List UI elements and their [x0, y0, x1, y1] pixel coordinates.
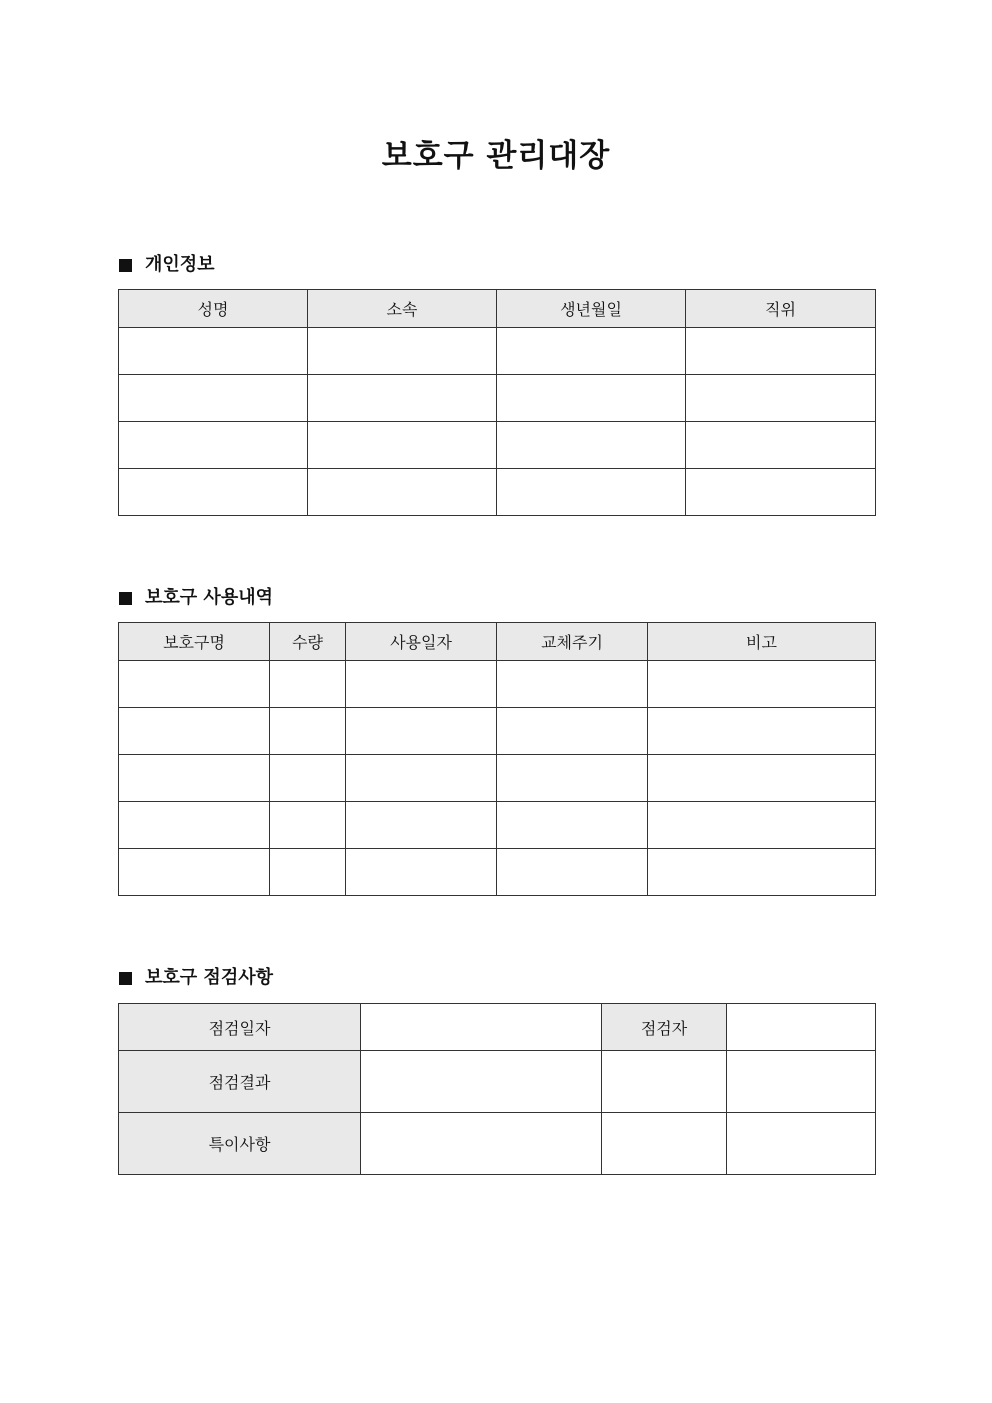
- section-heading-personal-info: [119, 253, 215, 277]
- cell-department[interactable]: [308, 422, 497, 469]
- inspector-field[interactable]: [727, 1004, 876, 1051]
- column-header-department: 소속: [308, 290, 497, 328]
- inspection-result-extra-cell[interactable]: [727, 1051, 876, 1113]
- remarks-extra-cell[interactable]: [727, 1113, 876, 1175]
- cell-department[interactable]: [308, 328, 497, 375]
- table-row: [119, 802, 876, 849]
- table-header-row: [119, 623, 876, 661]
- column-header-remarks: 비고: [648, 623, 876, 661]
- inspector-label: 점검자: [602, 1004, 727, 1051]
- cell-quantity[interactable]: [270, 802, 346, 849]
- cell-position[interactable]: [686, 469, 876, 516]
- cell-remarks[interactable]: [648, 802, 876, 849]
- cell-name[interactable]: [119, 422, 308, 469]
- cell-name[interactable]: [119, 328, 308, 375]
- cell-birthdate[interactable]: [497, 375, 686, 422]
- cell-remarks[interactable]: [648, 708, 876, 755]
- table-row: [119, 375, 876, 422]
- cell-replacement-cycle[interactable]: [497, 661, 648, 708]
- cell-department[interactable]: [308, 375, 497, 422]
- cell-quantity[interactable]: [270, 661, 346, 708]
- inspection-result-field[interactable]: [361, 1051, 602, 1113]
- column-header-equipment-name: 보호구명: [119, 623, 270, 661]
- cell-replacement-cycle[interactable]: [497, 849, 648, 896]
- page-title: 보호구 관리대장: [381, 138, 611, 174]
- column-header-quantity: 수량: [270, 623, 346, 661]
- cell-replacement-cycle[interactable]: [497, 802, 648, 849]
- remarks-extra-cell[interactable]: [602, 1113, 727, 1175]
- remarks-field[interactable]: [361, 1113, 602, 1175]
- column-header-position: 직위: [686, 290, 876, 328]
- inspection-table: [118, 1003, 876, 1175]
- inspection-date-field[interactable]: [361, 1004, 602, 1051]
- square-bullet-icon: [119, 972, 132, 985]
- table-row: [119, 328, 876, 375]
- cell-quantity[interactable]: [270, 755, 346, 802]
- cell-usage-date[interactable]: [346, 849, 497, 896]
- usage-history-table: [118, 622, 876, 896]
- cell-equipment-name[interactable]: [119, 802, 270, 849]
- table-row: [119, 1051, 876, 1113]
- cell-replacement-cycle[interactable]: [497, 708, 648, 755]
- cell-usage-date[interactable]: [346, 755, 497, 802]
- table-row: [119, 469, 876, 516]
- cell-remarks[interactable]: [648, 849, 876, 896]
- cell-birthdate[interactable]: [497, 422, 686, 469]
- cell-position[interactable]: [686, 375, 876, 422]
- table-row: [119, 708, 876, 755]
- section-heading-usage-history: [119, 586, 273, 610]
- column-header-birthdate: 생년월일: [497, 290, 686, 328]
- cell-usage-date[interactable]: [346, 708, 497, 755]
- cell-equipment-name[interactable]: [119, 755, 270, 802]
- cell-quantity[interactable]: [270, 708, 346, 755]
- cell-name[interactable]: [119, 375, 308, 422]
- table-row: [119, 422, 876, 469]
- section-title: 보호구 사용내역: [145, 587, 273, 608]
- cell-equipment-name[interactable]: [119, 849, 270, 896]
- inspection-date-label: 점검일자: [119, 1004, 361, 1051]
- remarks-label: 특이사항: [119, 1113, 361, 1175]
- cell-remarks[interactable]: [648, 755, 876, 802]
- cell-equipment-name[interactable]: [119, 661, 270, 708]
- section-title: 개인정보: [145, 254, 215, 275]
- cell-equipment-name[interactable]: [119, 708, 270, 755]
- cell-department[interactable]: [308, 469, 497, 516]
- square-bullet-icon: [119, 592, 132, 605]
- inspection-result-label: 점검결과: [119, 1051, 361, 1113]
- column-header-usage-date: 사용일자: [346, 623, 497, 661]
- section-heading-inspection: [119, 966, 273, 990]
- cell-position[interactable]: [686, 328, 876, 375]
- square-bullet-icon: [119, 259, 132, 272]
- cell-position[interactable]: [686, 422, 876, 469]
- table-row: [119, 849, 876, 896]
- cell-birthdate[interactable]: [497, 328, 686, 375]
- table-row: [119, 1004, 876, 1051]
- section-title: 보호구 점검사항: [145, 967, 273, 988]
- cell-name[interactable]: [119, 469, 308, 516]
- inspection-result-extra-cell[interactable]: [602, 1051, 727, 1113]
- cell-quantity[interactable]: [270, 849, 346, 896]
- cell-usage-date[interactable]: [346, 661, 497, 708]
- cell-replacement-cycle[interactable]: [497, 755, 648, 802]
- table-row: [119, 755, 876, 802]
- cell-usage-date[interactable]: [346, 802, 497, 849]
- column-header-name: 성명: [119, 290, 308, 328]
- cell-birthdate[interactable]: [497, 469, 686, 516]
- column-header-replacement-cycle: 교체주기: [497, 623, 648, 661]
- table-header-row: [119, 290, 876, 328]
- personal-info-table: [118, 289, 876, 516]
- table-row: [119, 1113, 876, 1175]
- cell-remarks[interactable]: [648, 661, 876, 708]
- table-row: [119, 661, 876, 708]
